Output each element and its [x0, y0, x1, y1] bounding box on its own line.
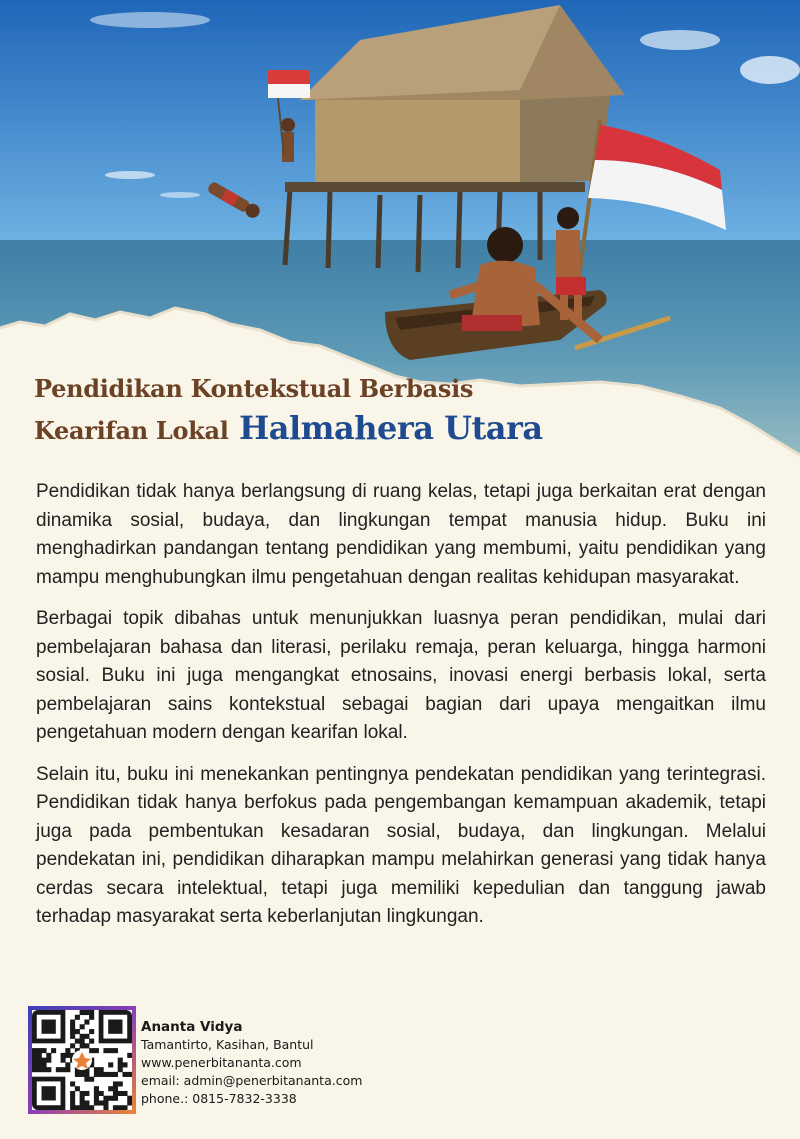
publisher-address: Tamantirto, Kasihan, Bantul: [141, 1037, 314, 1052]
publisher-name: Ananta Vidya: [141, 1019, 243, 1035]
title-highlight: Halmahera Utara: [239, 409, 543, 447]
book-synopsis: [36, 478, 766, 945]
synopsis-paragraph-1: Pendidikan tidak hanya berlangsung di ruang kelas, tetapi juga berkaitan erat dengan dinamika sosial, budaya, dan lingkungan tempat manusia hidup. Buku ini menghadirkan pandangan tentang pendidikan yang membumi, yaitu pendidikan yang mampu menghubungkan ilmu pengetahuan dengan realitas kehidupan masyarakat.: [36, 481, 766, 588]
synopsis-paragraph-3: Selain itu, buku ini menekankan pentingnya pendekatan pendidikan yang terintegrasi. Pendidikan tidak hanya berfokus pada pengembangan kemampuan akademik, tetapi juga pada pembentukan kesadaran sosial, budaya, dan lingkungan. Melalui pendekatan ini, pendidikan diharapkan mampu melahirkan generasi yang tidak hanya cerdas secara intelektual, tetapi juga memiliki kepedulian dan tanggung jawab terhadap masyarakat serta keberlanjutan lingkungan.: [36, 763, 766, 927]
title-prefix: Kearifan Lokal: [34, 416, 229, 445]
qr-code-icon: [28, 1006, 136, 1114]
publisher-email[interactable]: email: admin@penerbitananta.com: [141, 1073, 363, 1088]
publisher-website[interactable]: www.penerbitananta.com: [141, 1055, 302, 1070]
publisher-phone: phone.: 0815-7832-3338: [141, 1091, 297, 1106]
synopsis-paragraph-2: Berbagai topik dibahas untuk menunjukkan luasnya peran pendidikan, mulai dari pembelajaran bahasa dan literasi, perilaku remaja, peran keluarga, hingga harmoni sosial. Buku ini juga mengangkat etnosains, inovasi energi berbasis lokal, serta pembelajaran sains kontekstual sebagai bagian dari upaya mengaitkan ilmu pengetahuan modern dengan kearifan lokal.: [36, 608, 766, 743]
publisher-info: [141, 1018, 362, 1108]
title-line-1: Pendidikan Kontekstual Berbasis: [34, 374, 474, 403]
book-title: [34, 372, 594, 455]
title-line-2: [34, 408, 594, 455]
publisher-footer: [28, 1006, 428, 1116]
